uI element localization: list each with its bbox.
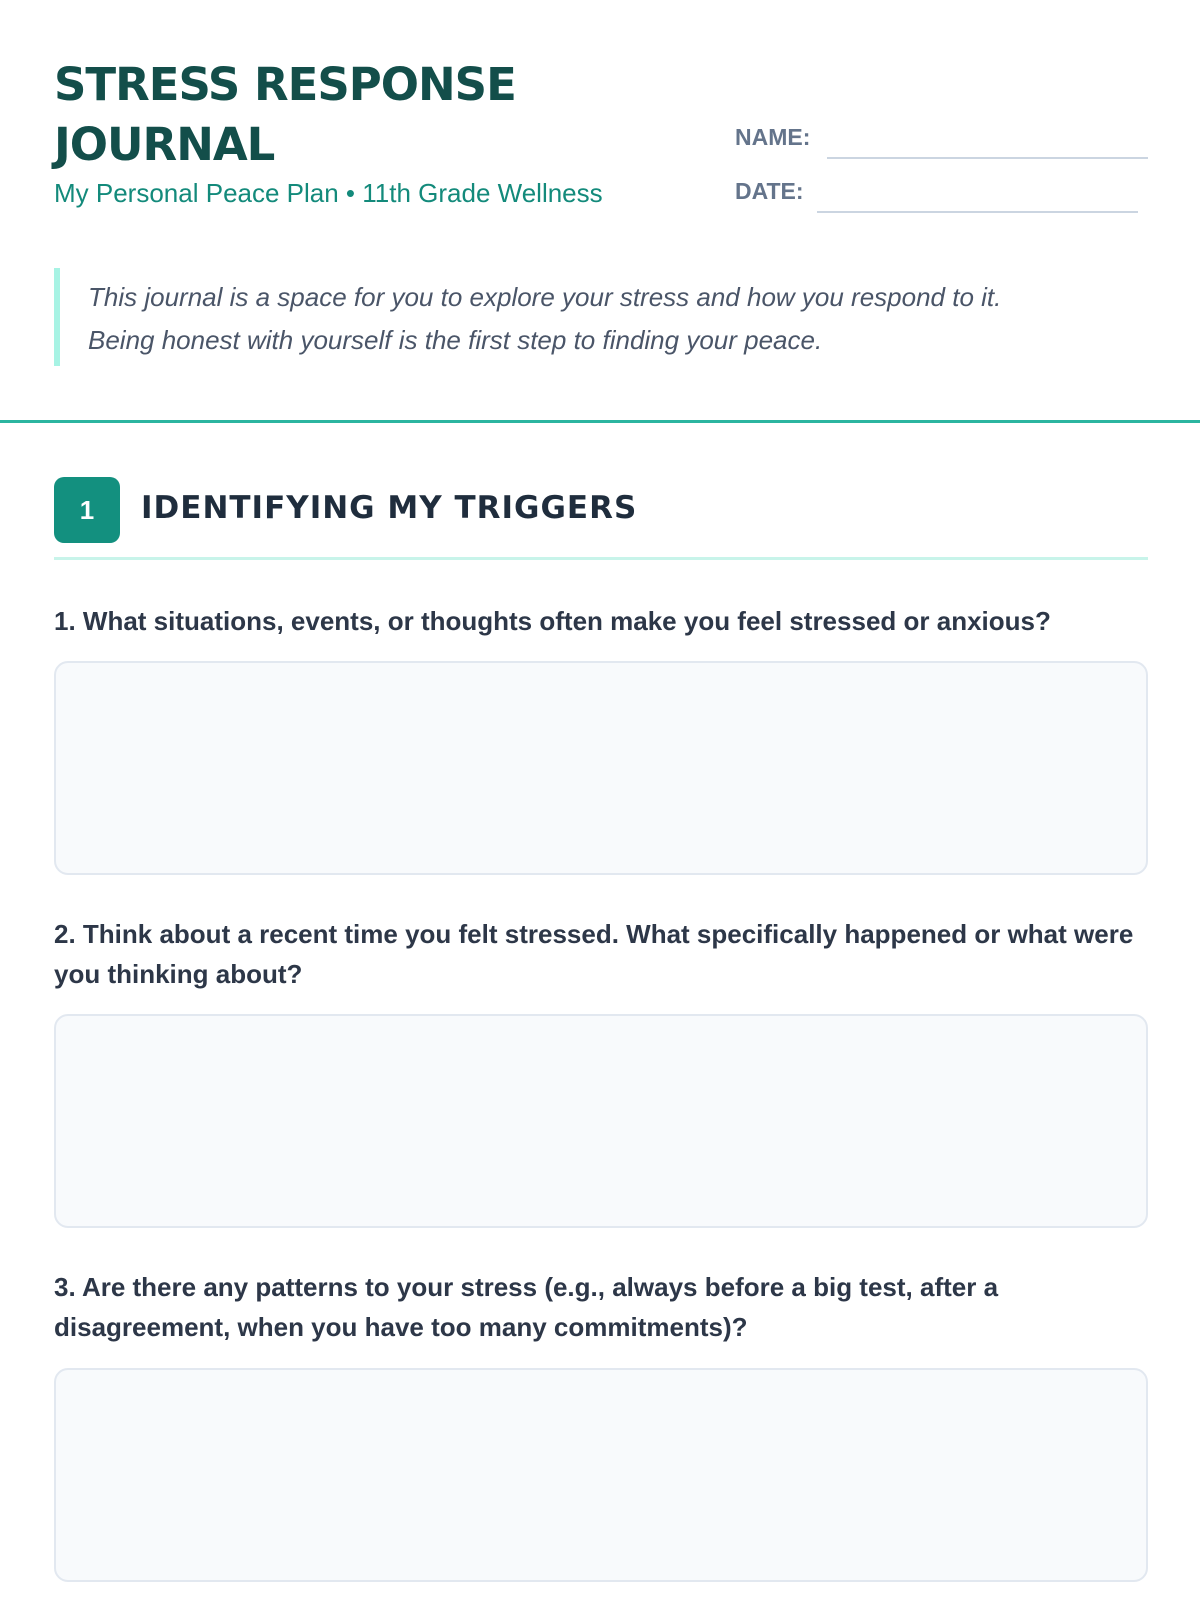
intro-accent-bar (54, 268, 60, 366)
question-2: 2. Think about a recent time you felt stressed. What specifically happened or what were you thinking about? (54, 919, 1134, 989)
section-divider (0, 420, 1200, 423)
name-field[interactable] (827, 157, 1148, 159)
intro-line-2: Being honest with yourself is the first step to finding your peace. (88, 325, 823, 355)
section-title: IDENTIFYING MY TRIGGERS (141, 490, 638, 526)
intro-line-1: This journal is a space for you to explore your stress and how you respond to it. (88, 282, 1002, 312)
answer-box-2[interactable] (54, 1014, 1148, 1228)
section-underline (54, 557, 1148, 560)
page-title-line-2: JOURNAL (54, 118, 275, 171)
answer-box-3[interactable] (54, 1368, 1148, 1582)
name-label: NAME: (735, 124, 811, 150)
intro-text (88, 276, 1148, 362)
page-subtitle: My Personal Peace Plan • 11th Grade Wellness (54, 178, 603, 208)
question-1: 1. What situations, events, or thoughts often make you feel stressed or anxious? (54, 606, 1051, 636)
section-number-badge: 1 (54, 477, 120, 543)
page-header (54, 56, 1148, 216)
date-field[interactable] (817, 211, 1138, 213)
page-title-line-1: STRESS RESPONSE (54, 58, 516, 111)
question-3: 3. Are there any patterns to your stress (e.g., always before a big test, after a disagreement, when you have too many commitments)? (54, 1272, 999, 1342)
date-label: DATE: (735, 178, 804, 204)
answer-box-1[interactable] (54, 661, 1148, 875)
